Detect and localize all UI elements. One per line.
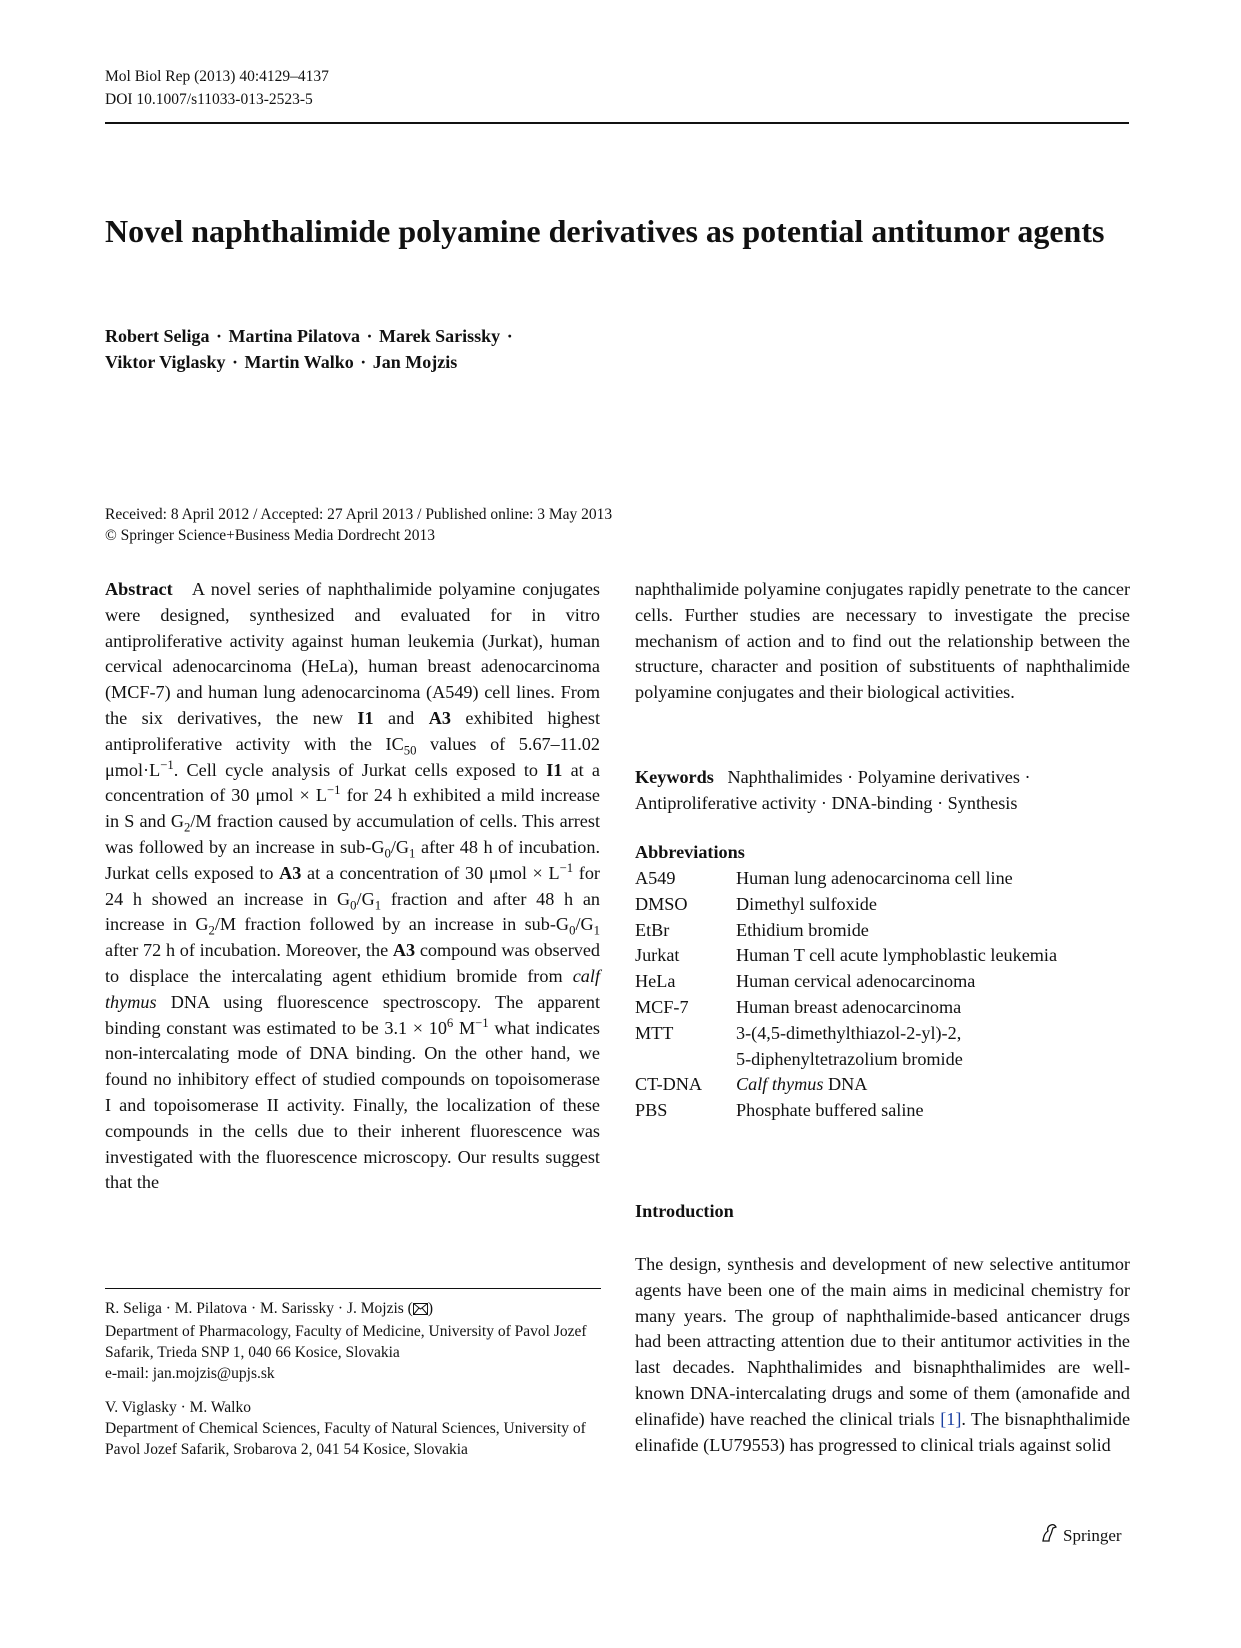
publisher-logo [1040,1523,1122,1548]
affiliation-dept: Department of Pharmacology, Faculty of Medicine, University of Pavol Jozef Safarik, Trieda SNP 1, 040 66 Kosice, Slovakia [105,1323,587,1361]
affiliation-dept: Department of Chemical Sciences, Faculty of Natural Sciences, University of Pavol Jozef Safarik, Srobarova 2, 041 54 Kosice, Slovakia [105,1420,586,1458]
affiliation-2: V. Viglasky · M. Walko Department of Chemical Sciences, Faculty of Natural Sciences, University of Pavol Jozef Safarik, Srobarova 2, 041 54 Kosice, Slovakia [105,1397,605,1460]
author-line-2: Viktor Viglasky · Martin Walko · Jan Mojzis [105,352,458,372]
journal-citation [105,65,329,111]
author: Robert Seliga [105,326,210,346]
abbreviation-value: Ethidium bromide [736,919,869,940]
article-title: Novel naphthalimide polyamine derivatives as potential antitumor agents [105,213,1105,249]
abbreviation-key [635,1047,736,1073]
email[interactable]: e-mail: jan.mojzis@upjs.sk [105,1365,275,1382]
abbreviation-value: Human cervical adenocarcinoma [736,971,976,992]
abstract-text: Abstract A novel series of naphthalimide polyamine conjugates were designed, synthesized and evaluated for in vitro antiproliferative activity against human leukemia (Jurkat), human cervical adenocarcinoma (HeLa), human breast adenocarcinoma (MCF-7) and human lung adenocarcinoma (A549) cell lines. From the six derivatives, the new I1 and A3 exhibited highest antiproliferative activity with the $IC_{50}$ values of 5.67–11.02 $\mu mol\cdot L^{-1}$. Cell cycle analysis of Jurkat cells exposed to I1 at a concentration of 30 $\mu mol \times L^{-1}$ for 24 h exhibited a mild increase in S and $G_2/M$ fraction caused by accumulation of cells. This arrest was followed by an increase in sub-$G_0/G_1$ after 48 h of incubation. Jurkat cells exposed to A3 at a concentration of 30 $\mu mol \times L^{-1}$ for 24 h showed an increase in $G_0/G_1$ fraction and after 48 h an increase in $G_2/M$ fraction followed by an increase in sub-$G_0/G_1$ after 72 h of incubation. Moreover, the A3 compound was observed to displace the intercalating agent ethidium bromide from calf thymus DNA using fluorescence spectroscopy. The apparent binding constant was estimated to be $3.1 \times 10^6$ $M^{-1}$ what indicates non-intercalating mode of DNA binding. On the other hand, we found no inhibitory effect of studied compounds on topoisomerase I and topoisomerase II activity. Finally, the localization of these compounds in the cells due to their inherent fluorescence was investigated with the fluorescence microscopy. Our results suggest that the [105,579,601,1193]
abbreviation-value: Human T cell acute lymphoblastic leukemia [736,945,1058,966]
publisher-name: Springer [1063,1525,1122,1545]
envelope-icon [413,1300,428,1321]
abbreviation-key: CT-DNA [635,1074,703,1095]
abbreviation-key: A549 [635,868,676,888]
accepted-date: Accepted: 27 April 2013 [260,506,414,523]
abbreviation-value: Human breast adenocarcinoma [736,996,962,1017]
author: Martina Pilatova [228,326,360,346]
abbreviation-key: MTT [635,1022,674,1043]
doi-line: DOI 10.1007/s11033-013-2523-5 [105,91,313,108]
abbreviations-table [635,866,1130,1124]
keywords-label: Keywords [635,767,714,787]
abbreviation-key: EtBr [635,919,670,940]
springer-horse-icon [1040,1523,1058,1548]
author: Jan Mojzis [372,352,458,372]
abbreviation-row [635,866,1130,892]
introduction-text: The design, synthesis and development of new selective antitumor agents have been one of the main aims in medicinal chemistry for many years. The group of naphthalimide-based anticancer drugs had been attracting attention due to their antitumor activities in the last decades. Naphthalimides and bisnaphthalimides are well-known DNA-intercalating drugs and some of them (amonafide and elinafide) have reached the clinical trials [1]. The bisnaphthalimide elinafide (LU79553) has progressed to clinical trials against solid [635,1254,1131,1455]
published-date: Published online: 3 May 2013 [425,506,613,523]
footnote-rule [105,1288,601,1289]
abbreviation-row [635,1098,1130,1124]
abbreviation-value: Phosphate buffered saline [736,1100,924,1121]
abbreviation-row [635,995,1130,1021]
abbreviation-value: 5-diphenyltetrazolium bromide [736,1048,963,1069]
abbreviation-row [635,969,1130,995]
abbreviation-row [635,1072,1130,1098]
introduction-heading: Introduction [635,1201,734,1221]
abbreviation-key: PBS [635,1100,668,1121]
abbreviations-heading: Abbreviations [635,842,745,862]
publication-dates: Received: 8 April 2012 / Accepted: 27 April 2013 / Published online: 3 May 2013 © Springer Science+Business Media Dordrecht 2013 [105,506,613,544]
abbreviation-row [635,1047,1130,1073]
abbreviation-row [635,892,1130,918]
abbreviation-key: Jurkat [635,945,680,966]
abbreviation-key: HeLa [635,971,676,992]
abbreviation-value: Human lung adenocarcinoma cell line [736,868,1013,888]
abstract-continued: naphthalimide polyamine conjugates rapidly penetrate to the cancer cells. Further studies are necessary to investigate the precise mechanism of action and to find out the relationship between the structure, character and position of substituents of naphthalimide polyamine conjugates and their biological activities. [635,579,1130,703]
header-rule [105,122,1129,124]
author-list [105,323,805,375]
author: Viktor Viglasky [105,352,226,372]
abstract [105,577,600,1196]
abstract-label: Abstract [105,579,173,599]
citation-link[interactable]: [1] [940,1408,962,1429]
abbreviation-row [635,1021,1130,1047]
author: Marek Sarissky [379,326,501,346]
affiliation-1: R. Seliga · M. Pilatova · M. Sarissky · J. Mojzis ( ) Department of Pharmacology, Faculty of Medicine, University of Pavol Jozef Safarik, Trieda SNP 1, 040 66 Kosice, Slovakia e-mail: jan.mojzis@upjs.sk [105,1298,605,1384]
abbreviation-row [635,943,1130,969]
abbreviation-key: MCF-7 [635,996,689,1017]
abbreviation-key: DMSO [635,893,688,914]
author-line-1: Robert Seliga · Martina Pilatova · Marek Sarissky · [105,326,513,346]
copyright: © Springer Science+Business Media Dordrecht 2013 [105,527,436,544]
received-date: Received: 8 April 2012 [105,506,250,523]
abbreviation-value: 3-(4,5-dimethylthiazol-2-yl)-2, [736,1022,962,1043]
journal-line: Mol Biol Rep (2013) 40:4129–4137 [105,68,329,85]
keywords: Keywords Naphthalimides · Polyamine derivatives · Antiproliferative activity · DNA-binding · Synthesis [635,767,1031,813]
abbreviation-value: Calf thymus DNA [736,1074,868,1095]
abbreviation-value: Dimethyl sulfoxide [736,893,877,914]
author: Martin Walko [244,352,354,372]
abbreviation-row [635,918,1130,944]
